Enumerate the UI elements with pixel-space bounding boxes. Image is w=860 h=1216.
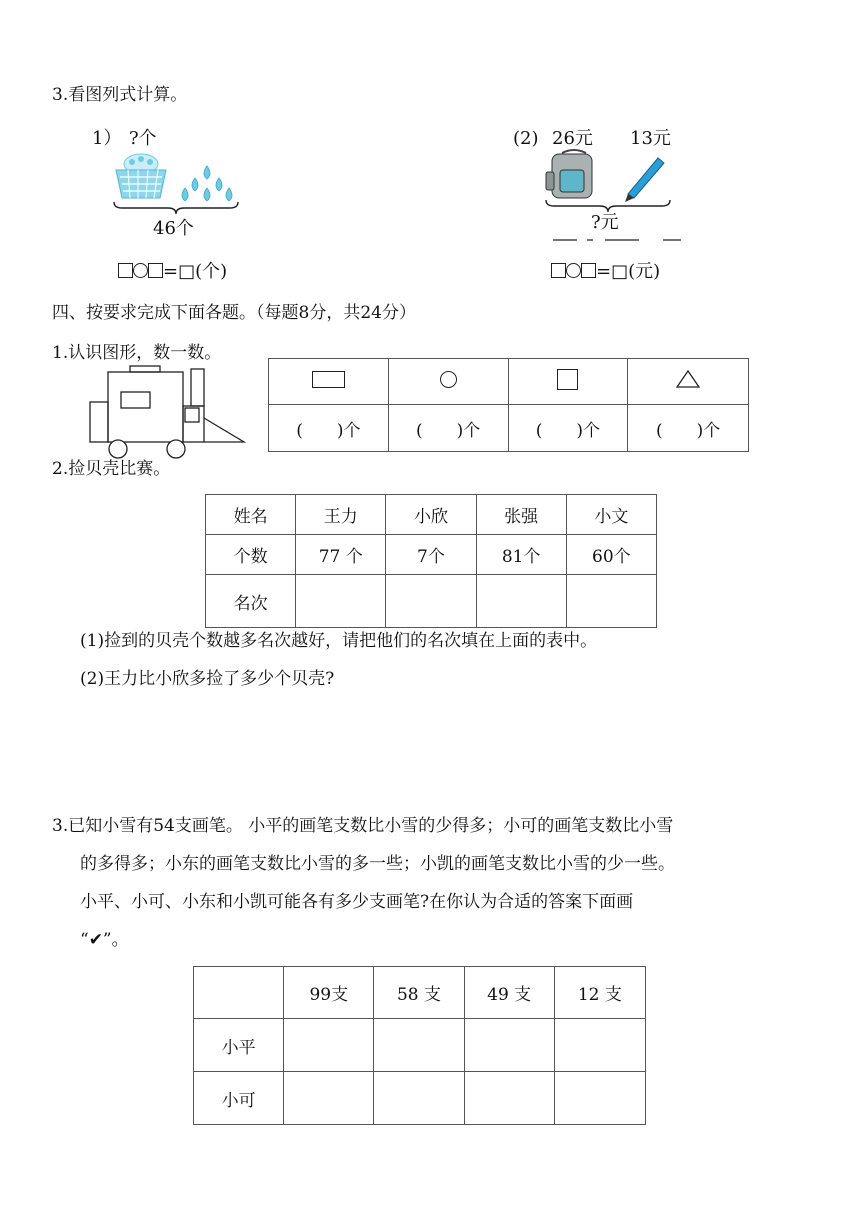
paint-brush-table [193, 966, 646, 1125]
problem-2-formula[interactable] [551, 261, 660, 283]
price-pen: 13元 [630, 128, 671, 149]
table-header: 王力 [296, 495, 386, 535]
rectangle-cell [269, 359, 389, 405]
table-header: 12 支 [554, 967, 645, 1019]
blank-circle-icon[interactable] [133, 263, 148, 278]
check-cell[interactable] [554, 1072, 645, 1125]
shape-count-answer[interactable]: ( )个 [628, 405, 749, 452]
subquestion-1-title: 1.认识图形，数一数。 [52, 343, 222, 363]
problem-1-formula[interactable] [118, 261, 227, 283]
table-header: 张强 [476, 495, 566, 535]
problem-2-label: (2) [513, 128, 539, 149]
check-cell[interactable] [284, 1019, 374, 1072]
shell-question-2: (2)王力比小欣多捡了多少个贝壳? [80, 669, 335, 689]
price-backpack: 26元 [552, 128, 593, 149]
backpack-icon [546, 150, 592, 198]
check-cell[interactable] [374, 1019, 464, 1072]
blank-box-icon[interactable] [581, 263, 596, 278]
blank-box-icon[interactable] [148, 263, 163, 278]
shape-count-answer[interactable]: ( )个 [269, 405, 389, 452]
rank-input-cell[interactable] [386, 575, 476, 628]
shape-count-answer[interactable]: ( )个 [508, 405, 628, 452]
answer-dashes [553, 235, 683, 243]
table-header: 49 支 [464, 967, 554, 1019]
table-header: 99支 [284, 967, 374, 1019]
total-brace-1 [112, 200, 240, 218]
circle-cell [388, 359, 508, 405]
triangle-icon [676, 369, 700, 389]
problem-2-question: ?元 [591, 212, 619, 233]
shape-count-table [268, 358, 749, 452]
problem-1-formula-tail: =□(个) [163, 261, 228, 282]
rank-input-cell[interactable] [476, 575, 566, 628]
problem-2-formula-tail: =□(元) [596, 261, 661, 282]
row-label: 小平 [194, 1019, 284, 1072]
rank-input-cell[interactable] [566, 575, 656, 628]
table-header: 姓名 [206, 495, 296, 535]
table-header: 58 支 [374, 967, 464, 1019]
rank-input-cell[interactable] [296, 575, 386, 628]
paint-question-line-3: 小平、小可、小东和小凯可能各有多少支画笔?在你认为合适的答案下面画 [80, 892, 634, 912]
rectangle-icon [312, 371, 345, 388]
train-shapes-figure [88, 366, 248, 458]
square-cell [508, 359, 628, 405]
circle-icon [440, 371, 457, 388]
row-label: 个数 [206, 535, 296, 575]
section-4-title: 四、按要求完成下面各题。（每题8分，共24分） [52, 303, 416, 323]
table-header: 小文 [566, 495, 656, 535]
paint-question-line-4: “✔”。 [80, 930, 129, 950]
pen-icon [625, 158, 664, 202]
square-icon [557, 369, 578, 390]
shell-table [205, 494, 657, 628]
row-label: 小可 [194, 1072, 284, 1125]
blank-box-icon[interactable] [118, 263, 133, 278]
table-cell: 77 个 [296, 535, 386, 575]
paint-question-line-2: 的多得多；小东的画笔支数比小雪的多一些；小凯的画笔支数比小雪的少一些。 [80, 854, 675, 874]
triangle-cell [628, 359, 749, 405]
problem-1-label: 1） [92, 128, 122, 149]
basket-icon [116, 154, 166, 198]
table-cell: 60个 [566, 535, 656, 575]
check-cell[interactable] [464, 1019, 554, 1072]
check-cell[interactable] [464, 1072, 554, 1125]
row-label: 名次 [206, 575, 296, 628]
backpack-and-pen-illustration [540, 150, 680, 205]
table-header [194, 967, 284, 1019]
problem-1-question: ?个 [129, 128, 157, 149]
paint-question-line-1: 3.已知小雪有54支画笔。 小平的画笔支数比小雪的少得多；小可的画笔支数比小雪 [52, 816, 674, 836]
table-cell: 81个 [476, 535, 566, 575]
check-cell[interactable] [554, 1019, 645, 1072]
blank-box-icon[interactable] [551, 263, 566, 278]
check-cell[interactable] [284, 1072, 374, 1125]
subquestion-2-title: 2.捡贝壳比赛。 [52, 459, 171, 479]
problem-1-total: 46个 [153, 218, 194, 239]
water-drops-icon [182, 166, 232, 201]
blank-circle-icon[interactable] [566, 263, 581, 278]
table-header: 小欣 [386, 495, 476, 535]
question-3-title: 3.看图列式计算。 [52, 85, 188, 105]
check-cell[interactable] [374, 1072, 464, 1125]
shell-question-1: (1)捡到的贝壳个数越多名次越好，请把他们的名次填在上面的表中。 [80, 631, 598, 651]
shape-count-answer[interactable]: ( )个 [388, 405, 508, 452]
table-cell: 7个 [386, 535, 476, 575]
